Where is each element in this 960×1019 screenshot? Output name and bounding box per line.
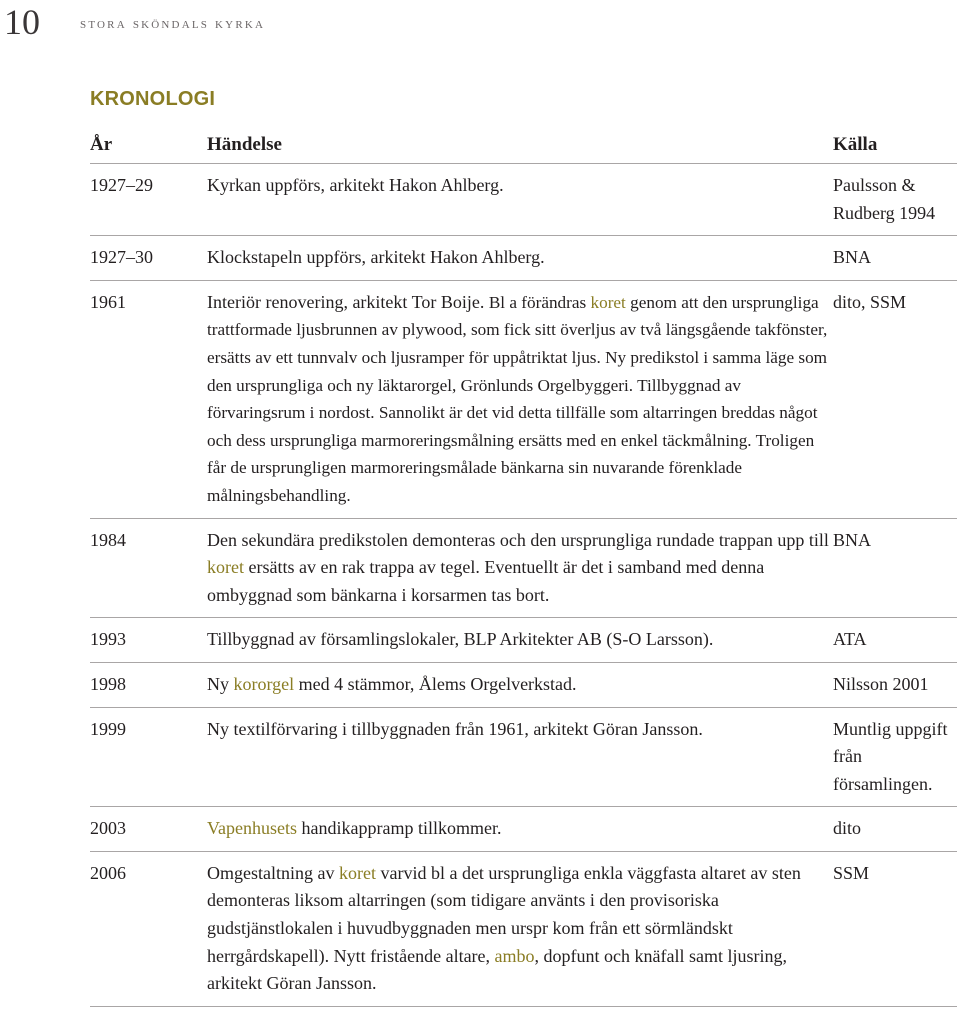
highlighted-term: koret: [590, 292, 626, 312]
event-text: med 4 stämmor, Ålems Orgelverkstad.: [294, 673, 577, 694]
event-text: Kyrkan uppförs, arkitekt Hakon Ahlberg.: [207, 175, 504, 195]
table-row: [90, 518, 957, 618]
row-event: [207, 807, 833, 852]
header-year: År: [90, 128, 207, 164]
table-body: [90, 164, 957, 1007]
event-text: Bl a förändras: [488, 292, 591, 312]
table-row: [90, 280, 957, 518]
row-year: 1999: [90, 707, 207, 807]
row-source: BNA: [833, 518, 957, 618]
table-row: [90, 707, 957, 807]
running-title: stora sköndals kyrka: [80, 16, 266, 32]
row-year: 1998: [90, 662, 207, 707]
page-number: 10: [4, 2, 40, 42]
row-year: 1993: [90, 618, 207, 663]
event-text: Ny: [207, 673, 234, 694]
event-text: , dopfunt och knäfall samt ljusring, arkitekt Göran Jansson.: [207, 945, 788, 994]
event-text: Interiör renovering, arkitekt Tor Boije.: [207, 291, 489, 312]
table-row: [90, 807, 957, 852]
row-source: SSM: [833, 851, 957, 1006]
event-text: ersätts av en rak trappa av tegel. Eventuellt är det i samband med denna ombyggnad som bänkarna i korsarmen tas bort.: [207, 557, 765, 605]
table-row: [90, 236, 957, 281]
event-text: Omgestaltning av: [207, 862, 339, 883]
row-source: Nilsson 2001: [833, 662, 957, 707]
chronology-table: [90, 128, 957, 1007]
row-source: BNA: [833, 236, 957, 281]
row-event: [207, 618, 833, 663]
running-head: [4, 2, 265, 42]
row-source: ATA: [833, 618, 957, 663]
event-text: Klockstapeln uppförs, arkitekt Hakon Ahlberg.: [207, 247, 545, 268]
highlighted-term: kororgel: [233, 673, 295, 694]
row-event: [207, 164, 833, 236]
row-year: 2006: [90, 851, 207, 1006]
row-event: [207, 518, 833, 618]
row-year: 1927–30: [90, 236, 207, 281]
event-text: Den sekundära predikstolen demonteras och den ursprungliga rundade trappan upp till: [207, 529, 829, 550]
row-year: 1984: [90, 518, 207, 618]
table-row: [90, 662, 957, 707]
row-event: [207, 662, 833, 707]
row-event: [207, 707, 833, 807]
table-row: [90, 851, 957, 1006]
row-source: dito: [833, 807, 957, 852]
section-heading: KRONOLOGI: [90, 88, 216, 110]
highlighted-term: ambo: [494, 945, 535, 966]
row-year: 1927–29: [90, 164, 207, 236]
highlighted-term: koret: [338, 862, 376, 883]
header-event: Händelse: [207, 128, 833, 164]
event-text: varvid bl a det ursprungliga enkla väggfasta altaret av sten demonteras liksom altarringen (som tidigare använts i den provisoriska gudstjänstlokalen i huvudbyggnaden men urspr kom från ett sörmländskt herrgårdskapell). Nytt fristående altare,: [207, 862, 801, 966]
event-text: Ny textilförvaring i tillbyggnaden från 1961, arkitekt Göran Jansson.: [207, 718, 703, 739]
table-header-row: [90, 128, 957, 164]
row-source: Muntlig uppgift från församlingen.: [833, 707, 957, 807]
event-text: genom att den ursprungliga trattformade ljusbrunnen av plywood, som fick sitt överljus av två längsgående takfönster, ersätts av ett tunnvalv och ljusramper för uppåtriktat ljus. Ny predikstol i samma läge som den ursprungliga och ny läktarorgel, Grönlunds Orgelbyggeri. Tillbyggnad av förvaringsrum i nordost. Sannolikt är det vid detta tillfälle som altarringen breddas något och dess ursprungliga marmoreringsmålning ersätts med en enkel täckmålning. Troligen får de ursprungligen marmoreringsmålade bänkarna sin nuvarande förenklade målningsbehandling.: [207, 292, 828, 505]
row-source: Paulsson & Rudberg 1994: [833, 164, 957, 236]
row-year: 2003: [90, 807, 207, 852]
row-event: [207, 851, 833, 1006]
table-row: [90, 618, 957, 663]
row-event: [207, 280, 833, 518]
row-event: [207, 236, 833, 281]
table-row: [90, 164, 957, 236]
event-text: Tillbyggnad av församlingslokaler, BLP Arkitekter AB (S-O Larsson).: [207, 629, 714, 650]
row-source: dito, SSM: [833, 280, 957, 518]
row-year: 1961: [90, 280, 207, 518]
event-text: handikappramp tillkommer.: [296, 818, 502, 839]
highlighted-term: koret: [207, 557, 244, 578]
header-source: Källa: [833, 128, 957, 164]
highlighted-term: Vapenhusets: [207, 818, 297, 839]
